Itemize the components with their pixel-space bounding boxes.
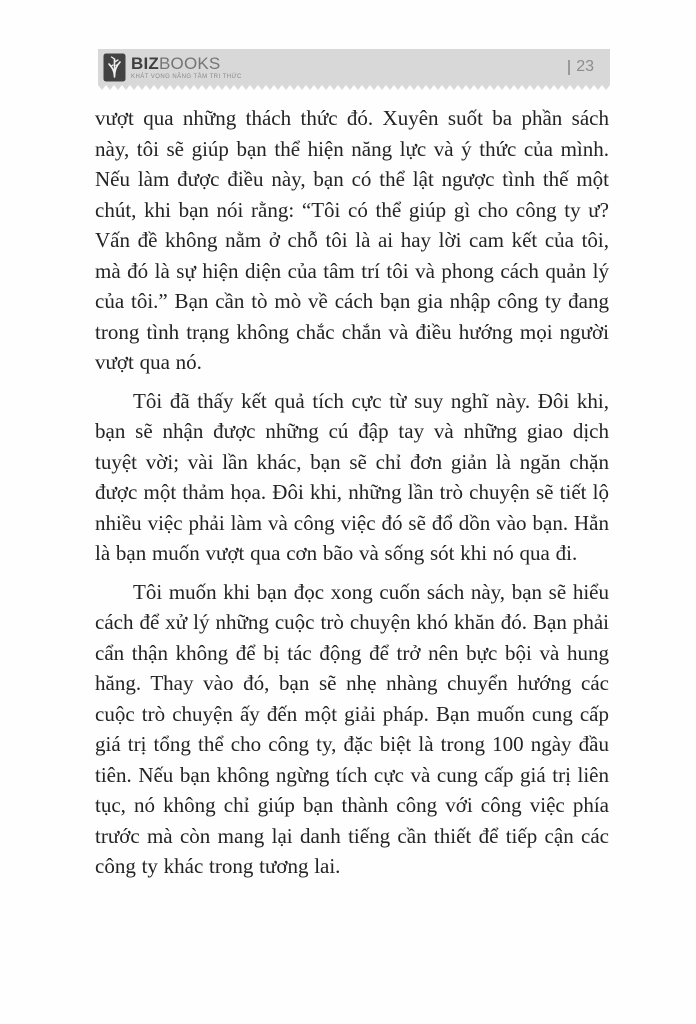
page-number-divider: [568, 60, 570, 75]
header-bar: [98, 49, 610, 85]
page-number-group: [568, 58, 594, 76]
bizbooks-logo-icon: [103, 53, 126, 82]
page-body: [95, 103, 609, 890]
brand-name-secondary: BOOKS: [158, 53, 221, 73]
paragraph-3: Tôi muốn khi bạn đọc xong cuốn sách này, bạn sẽ hiểu cách để xử lý những cuộc trò chuyện khó khăn đó. Bạn phải cẩn thận không để bị tác động để trở nên bực bội và hung hăng. Thay vào đó, bạn sẽ nhẹ nhàng chuyển hướng các cuộc trò chuyện ấy đến một giải pháp. Bạn muốn cung cấp giá trị tổng thể cho công ty, đặc biệt là trong 100 ngày đầu tiên. Nếu bạn không ngừng tích cực và cung cấp giá trị liên tục, nó không chỉ giúp bạn thành công với công việc phía trước mà còn mang lại danh tiếng cần thiết để tiếp cận các công ty khác trong tương lai.: [95, 579, 609, 878]
brand-name: [131, 55, 242, 72]
paragraph-1: vượt qua những thách thức đó. Xuyên suốt ba phần sách này, tôi sẽ giúp bạn thể hiện năng lực và ý thức của mình. Nếu làm được điều này, bạn có thể lật ngược tình thế một chút, khi bạn nói rằng: “Tôi có thể giúp gì cho công ty ư? Vấn đề không nằm ở chỗ tôi là ai hay lời cam kết của tôi, mà đó là sự hiện diện của tâm trí tôi và phong cách quản lý của tôi.” Bạn cần tò mò về cách bạn gia nhập công ty đang trong tình trạng không chắc chắn và điều hướng mọi người vượt qua nó.: [95, 106, 609, 374]
sawtooth-edge: [98, 85, 610, 90]
brand-tagline: KHÁT VỌNG NÂNG TẦM TRI THỨC: [131, 73, 242, 80]
publisher-logo: [103, 53, 242, 82]
paragraph-2: Tôi đã thấy kết quả tích cực từ suy nghĩ này. Đôi khi, bạn sẽ nhận được những cú đập tay và những giao dịch tuyệt vời; vài lần khác, bạn sẽ chỉ đơn giản là ngăn chặn được một thảm họa. Đôi khi, những lần trò chuyện sẽ tiết lộ nhiều việc phải làm và công việc đó sẽ đổ dồn vào bạn. Hẳn là bạn muốn vượt qua cơn bão và sống sót khi nó qua đi.: [95, 388, 609, 565]
page-number: 23: [576, 58, 594, 75]
brand-name-primary: BIZ: [131, 53, 159, 73]
brand-block: [131, 55, 242, 80]
